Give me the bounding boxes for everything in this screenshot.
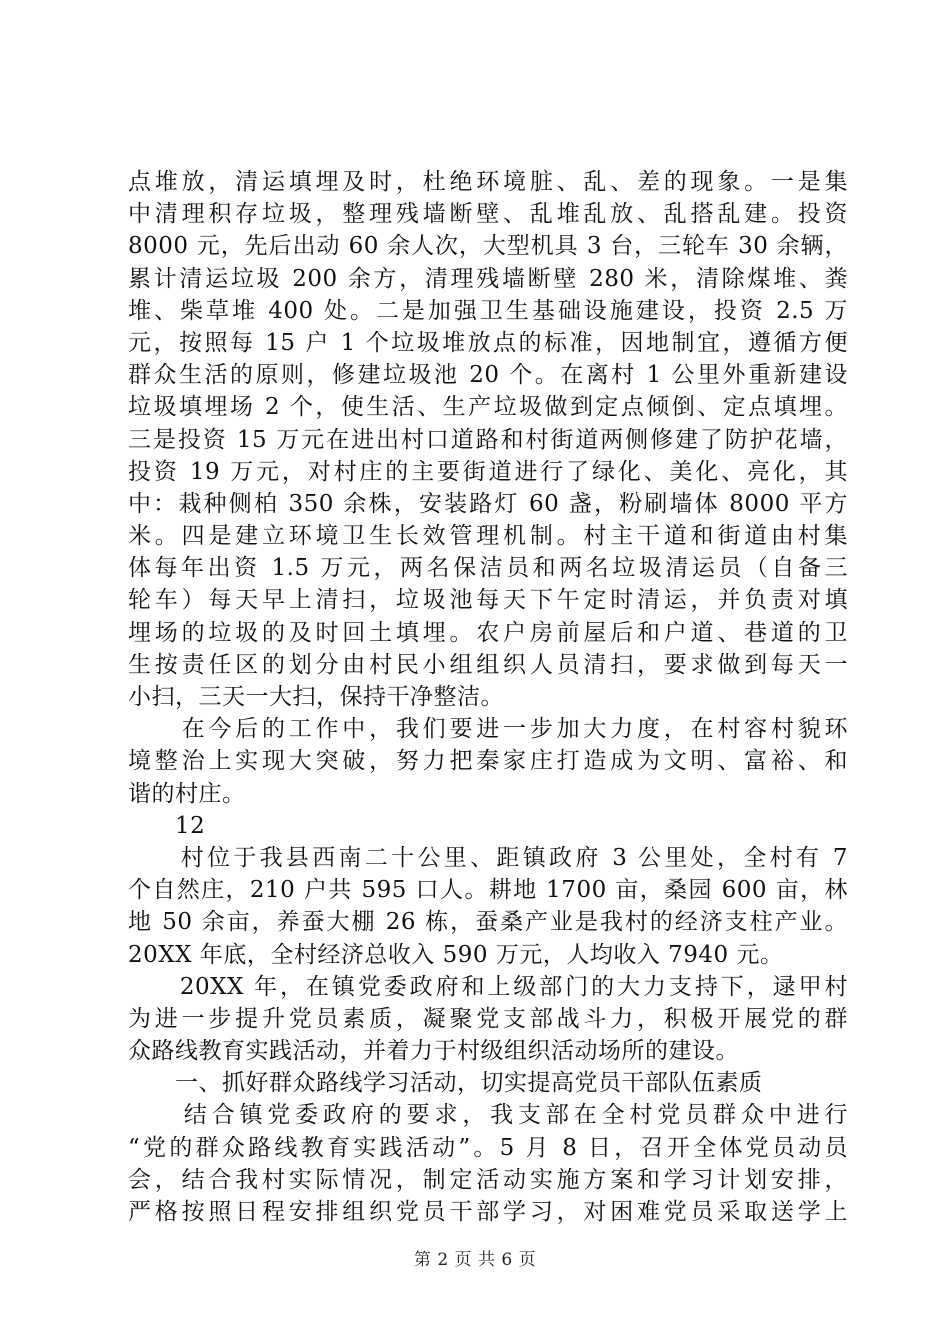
text-line: 体每年出资 1.5 万元，两名保洁员和两名垃圾清运员（自备三 xyxy=(128,555,848,582)
text-line: 投资 19 万元，对村庄的主要街道进行了绿化、美化、亮化，其 xyxy=(128,458,848,485)
text-line: 8000 元，先后出动 60 余人次，大型机具 3 台，三轮车 30 余辆， xyxy=(128,233,848,260)
text-line: 生按责任区的划分由村民小组组织人员清扫，要求做到每天一 xyxy=(128,651,848,678)
body-text xyxy=(128,166,848,1228)
text-line: 累计清运垃圾 200 余方，清理残墙断壁 280 米，清除煤堆、粪 xyxy=(128,265,848,292)
text-line: 结合镇党委政府的要求，我支部在全村党员群众中进行 xyxy=(128,1102,848,1129)
text-line: 为进一步提升党员素质，凝聚党支部战斗力，积极开展党的群 xyxy=(128,1005,848,1032)
text-line: 村位于我县西南二十公里、距镇政府 3 公里处，全村有 7 xyxy=(128,844,848,871)
text-line: 垃圾填埋场 2 个，使生活、生产垃圾做到定点倾倒、定点填埋。 xyxy=(128,394,848,421)
text-line: 点堆放，清运填埋及时，杜绝环境脏、乱、差的现象。一是集 xyxy=(128,169,848,195)
text-line: 小扫，三天一大扫，保持干净整洁。 xyxy=(128,684,504,710)
text-line: 堆、柴草堆 400 处。二是加强卫生基础设施建设，投资 2.5 万 xyxy=(128,297,848,324)
text-line: 米。四是建立环境卫生长效管理机制。村主干道和街道由村集 xyxy=(128,523,848,550)
text-line: 中清理积存垃圾，整理残墙断壁、乱堆乱放、乱搭乱建。投资 xyxy=(128,201,848,228)
text-line: 20XX 年，在镇党委政府和上级部门的大力支持下，逯甲村 xyxy=(128,973,848,1000)
text-line: 轮车）每天早上清扫，垃圾池每天下午定时清运，并负责对填 xyxy=(128,587,848,614)
text-line: 12 xyxy=(128,812,206,839)
text-line: 群众生活的原则，修建垃圾池 20 个。在离村 1 公里外重新建设 xyxy=(128,362,848,389)
text-line: 一、抓好群众路线学习活动，切实提高党员干部队伍素质 xyxy=(128,1070,763,1097)
text-line: 中：栽种侧柏 350 余株，安装路灯 60 盏，粉刷墙体 8000 平方 xyxy=(128,490,848,517)
text-line: 会，结合我村实际情况，制定活动实施方案和学习计划安排， xyxy=(128,1166,848,1193)
text-line: 个自然庄，210 户共 595 口人。耕地 1700 亩，桑园 600 亩，林 xyxy=(128,877,848,904)
text-line: 谐的村庄。 xyxy=(128,780,246,807)
text-line: 埋场的垃圾的及时回土填埋。农户房前屋后和户道、巷道的卫 xyxy=(128,619,848,646)
text-line: 境整治上实现大突破，努力把秦家庄打造成为文明、富裕、和 xyxy=(128,748,848,775)
text-line: 众路线教育实践活动，并着力于村级组织活动场所的建设。 xyxy=(128,1038,739,1065)
text-line: 20XX 年底，全村经济总收入 590 万元，人均收入 7940 元。 xyxy=(128,941,784,968)
page-footer: 第 2 页 共 6 页 xyxy=(413,1250,537,1270)
text-line: 严格按照日程安排组织党员干部学习，对困难党员采取送学上 xyxy=(128,1199,848,1225)
text-line: 在今后的工作中，我们要进一步加大力度，在村容村貌环 xyxy=(128,716,848,743)
text-line: 元，按照每 15 户 1 个垃圾堆放点的标准，因地制宜，遵循方便 xyxy=(128,329,848,356)
text-line: 地 50 余亩，养蚕大棚 26 栋，蚕桑产业是我村的经济支柱产业。 xyxy=(128,909,848,936)
text-line: 三是投资 15 万元在进出村口道路和村街道两侧修建了防护花墙， xyxy=(128,426,848,453)
text-line: “党的群众路线教育实践活动”。5 月 8 日，召开全体党员动员 xyxy=(128,1134,848,1161)
